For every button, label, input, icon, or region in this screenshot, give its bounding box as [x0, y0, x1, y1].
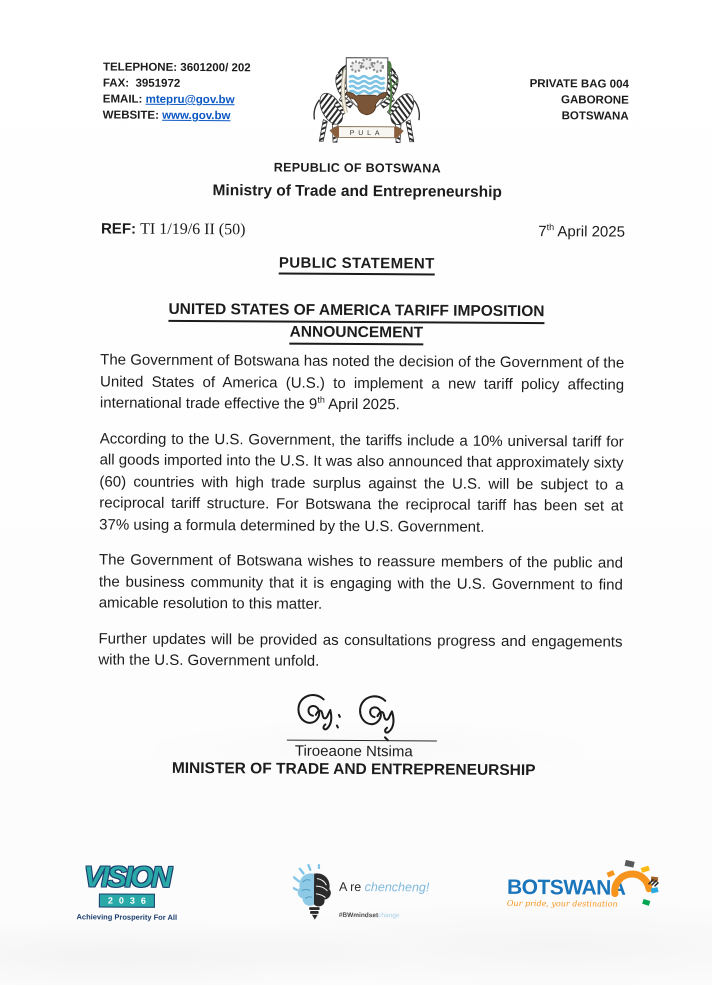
date-day: 7	[538, 223, 547, 241]
reference-number	[101, 220, 246, 239]
botswana-tagline: Our pride, your destination	[506, 898, 618, 909]
botswana-coat-of-arms-icon	[300, 47, 433, 158]
address-line-1: PRIVATE BAG 004	[529, 78, 629, 91]
fax-line	[103, 75, 251, 92]
mindset-hashtag-blue: change	[378, 912, 400, 920]
telephone-label: TELEPHONE:	[102, 61, 178, 74]
signature-scribble-icon	[286, 690, 438, 743]
gears-icon	[351, 59, 383, 72]
statement-paragraph-1: The Government of Botswana has noted the decision of the Government of the United States of America (U.S.) to implement a new tariff policy affecting international trade effective the 9th April 2025.	[99, 351, 625, 414]
mindset-hashtag-dark: #BWmindset	[338, 911, 379, 920]
letter-date	[538, 223, 625, 241]
statement-title-line1: UNITED STATES OF AMERICA TARIFF IMPOSITION	[168, 300, 544, 324]
telephone-value: 3601200/ 202	[180, 61, 251, 75]
website-label: WEBSITE:	[102, 109, 159, 122]
ministry-line: Ministry of Trade and Entrepreneurship	[212, 182, 502, 201]
reference-label: REF:	[100, 220, 137, 238]
date-ordinal: th	[546, 222, 555, 233]
website-line	[103, 107, 251, 124]
shield-icon	[346, 58, 388, 115]
botswana-wordmark: BOTSWANA	[506, 875, 626, 900]
reference-value: TI 1/19/6 II (50)	[140, 220, 246, 239]
email-link[interactable]: mtepru@gov.bw	[145, 93, 235, 107]
statement-body	[98, 349, 624, 688]
address-block	[529, 76, 629, 125]
address-line-2: GABORONE	[561, 94, 629, 107]
botswana-tourism-logo	[507, 877, 677, 909]
address-line-3: BOTSWANA	[561, 110, 629, 123]
vision-tagline: Achieving Prosperity For All	[76, 912, 178, 922]
website-link[interactable]: www.gov.bw	[162, 109, 231, 123]
mindset-campaign-logo	[293, 862, 433, 933]
sun-icon	[605, 860, 659, 914]
email-line	[103, 91, 251, 108]
statement-title-line2: ANNOUNCEMENT	[290, 323, 424, 346]
vision-2036-logo	[59, 861, 195, 922]
statement-title	[0, 299, 712, 347]
vision-year-banner: 2036	[99, 893, 155, 907]
signer-title: MINISTER OF TRADE AND ENTREPRENEURSHIP	[171, 759, 536, 780]
lightbulb-brain-icon	[293, 864, 337, 924]
statement-heading: PUBLIC STATEMENT	[1, 253, 712, 274]
mindset-phrase-blue: chencheng!	[364, 880, 430, 895]
statement-paragraph-3: The Government of Botswana wishes to reassure members of the public and the business community that it is engaging with the U.S. Government to find amicable resolution to this matter.	[98, 551, 624, 613]
reference-row	[101, 220, 625, 241]
republic-line: REPUBLIC OF BOTSWANA	[273, 160, 441, 176]
statement-paragraph-4: Further updates will be provided as consultations progress and engagements with the U.S. Government unfold.	[98, 629, 623, 670]
statement-paragraph-2: According to the U.S. Government, the tariffs include a 10% universal tariff for all goods imported into the U.S. It was also announced that approximately sixty (60) countries with high trade surplus against the U.S. will be subject to a reciprocal tariff structure. For Botswana the reciprocal tariff has been set at 37% using a formula determined by the U.S. Government.	[99, 429, 624, 536]
mindset-phrase-dark: A re	[338, 879, 365, 895]
email-label: EMAIL:	[102, 93, 143, 106]
fax-value: 3951972	[135, 77, 181, 90]
vision-wordmark: VISION	[83, 861, 171, 894]
pula-motto-text: PULA	[349, 129, 384, 138]
signer-name: Tiroeaone Ntsima	[294, 742, 413, 761]
contact-block	[103, 59, 251, 124]
fax-label: FAX:	[102, 77, 130, 90]
pula-banner	[330, 126, 403, 137]
date-rest: April 2025	[554, 223, 626, 241]
telephone-line	[103, 59, 251, 76]
mindset-hashtag	[339, 912, 400, 919]
mindset-phrase	[339, 880, 429, 895]
